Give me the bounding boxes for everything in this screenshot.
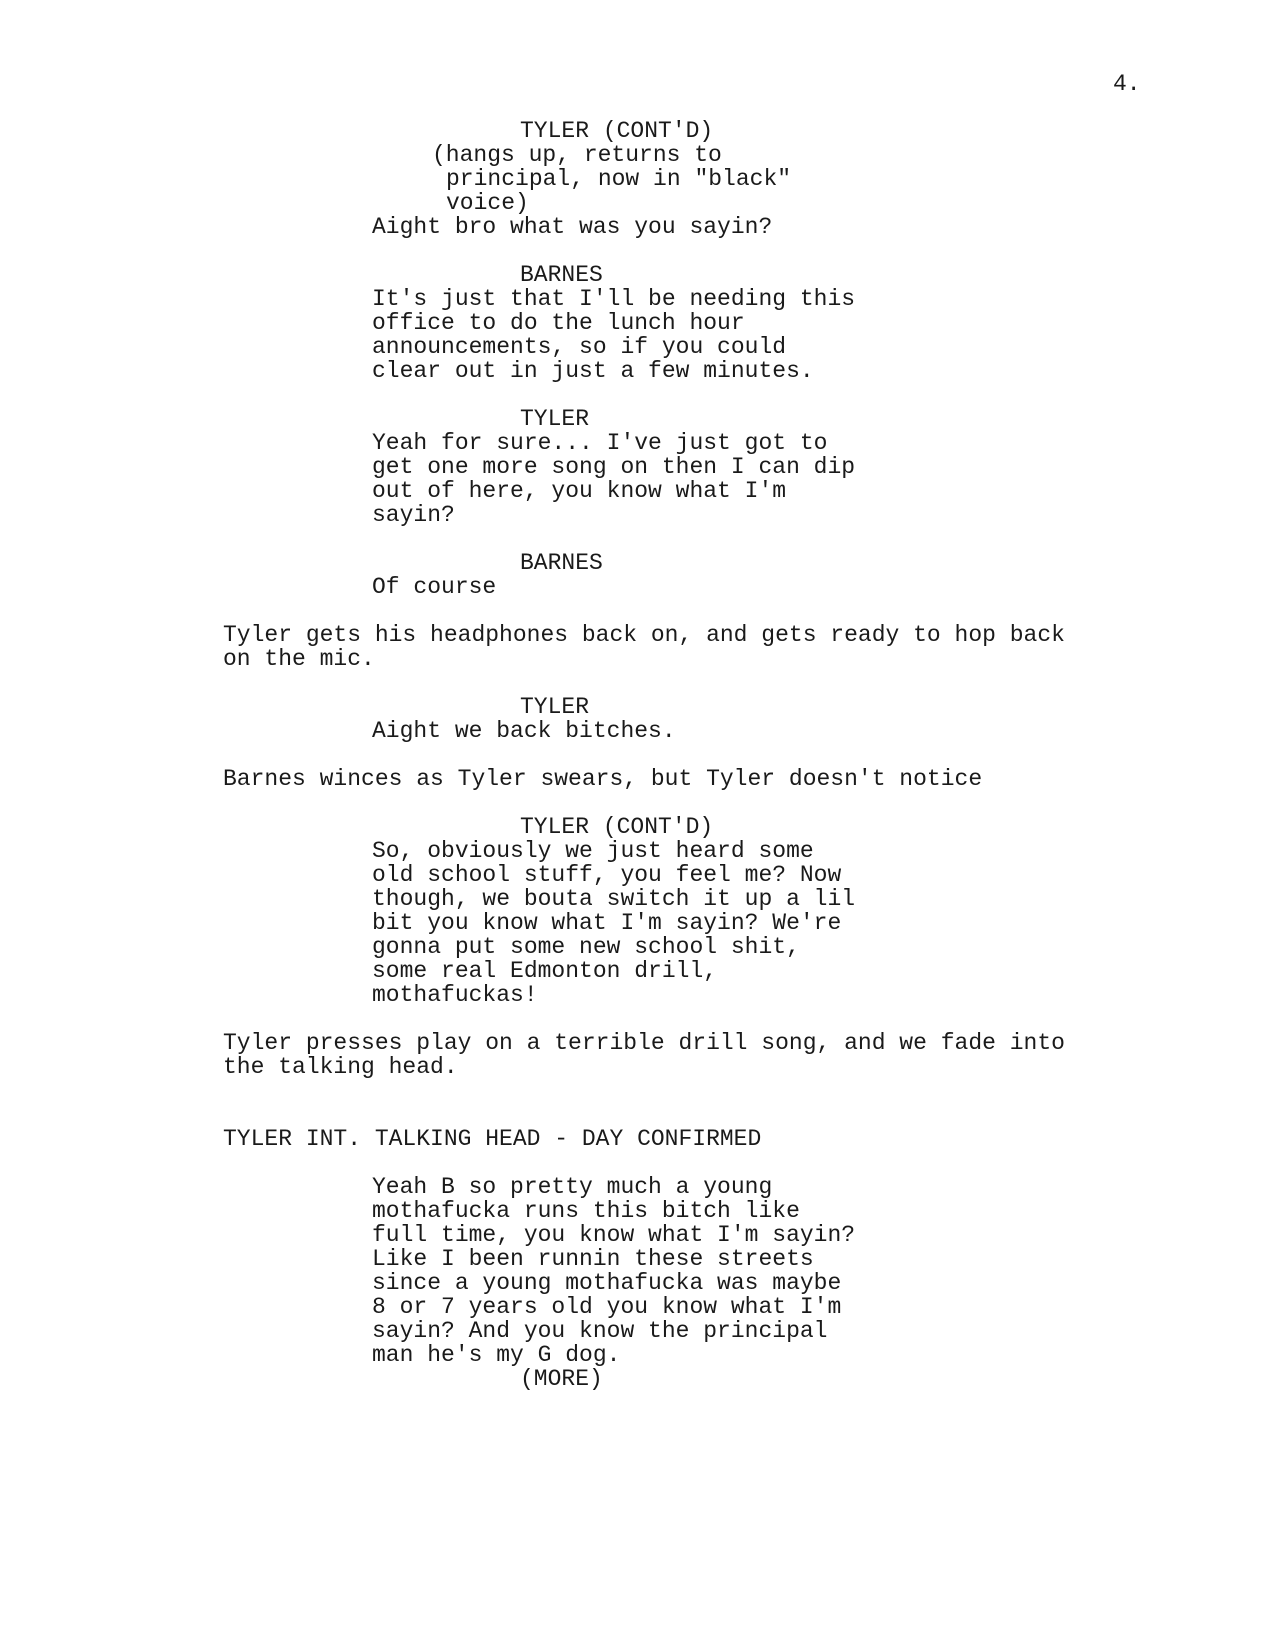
action-line: on the mic.	[223, 646, 375, 672]
character-cue: TYLER (CONT'D)	[520, 118, 714, 144]
dialogue-line: full time, you know what I'm sayin?	[372, 1222, 856, 1248]
character-cue: BARNES	[520, 262, 603, 288]
dialogue-line: bit you know what I'm sayin? We're	[372, 910, 842, 936]
dialogue-line: It's just that I'll be needing this	[372, 286, 856, 312]
dialogue-line: sayin? And you know the principal	[372, 1318, 828, 1344]
dialogue-line: some real Edmonton drill,	[372, 958, 718, 984]
dialogue-line: Yeah for sure... I've just got to	[372, 430, 828, 456]
character-cue: BARNES	[520, 550, 603, 576]
dialogue-line: So, obviously we just heard some	[372, 838, 814, 864]
dialogue-line: mothafuckas!	[372, 982, 538, 1008]
dialogue-line: Aight bro what was you sayin?	[372, 214, 773, 240]
dialogue-line: 8 or 7 years old you know what I'm	[372, 1294, 842, 1320]
dialogue-line: office to do the lunch hour	[372, 310, 745, 336]
character-cue: TYLER	[520, 406, 590, 432]
dialogue-line: since a young mothafucka was maybe	[372, 1270, 842, 1296]
dialogue-line: announcements, so if you could	[372, 334, 787, 360]
parenthetical-line: (hangs up, returns to	[432, 142, 722, 168]
dialogue-line: sayin?	[372, 502, 455, 528]
dialogue-line: mothafucka runs this bitch like	[372, 1198, 800, 1224]
page-number: 4.	[1113, 71, 1141, 97]
parenthetical-line: voice)	[446, 190, 529, 216]
dialogue-line: old school stuff, you feel me? Now	[372, 862, 842, 888]
parenthetical-line: principal, now in "black"	[446, 166, 792, 192]
action-line: Tyler gets his headphones back on, and gets ready to hop back	[223, 622, 1065, 648]
dialogue-line: get one more song on then I can dip	[372, 454, 856, 480]
action-line: the talking head.	[223, 1054, 458, 1080]
dialogue-line: clear out in just a few minutes.	[372, 358, 814, 384]
scene-heading: TYLER INT. TALKING HEAD - DAY CONFIRMED	[223, 1126, 762, 1152]
more-marker: (MORE)	[520, 1366, 603, 1392]
dialogue-line: Like I been runnin these streets	[372, 1246, 814, 1272]
dialogue-line: man he's my G dog.	[372, 1342, 621, 1368]
dialogue-line: Yeah B so pretty much a young	[372, 1174, 773, 1200]
character-cue: TYLER	[520, 694, 590, 720]
character-cue: TYLER (CONT'D)	[520, 814, 714, 840]
dialogue-line: gonna put some new school shit,	[372, 934, 800, 960]
action-line: Tyler presses play on a terrible drill song, and we fade into	[223, 1030, 1065, 1056]
dialogue-line: out of here, you know what I'm	[372, 478, 787, 504]
dialogue-line: Aight we back bitches.	[372, 718, 676, 744]
dialogue-line: Of course	[372, 574, 497, 600]
action-line: Barnes winces as Tyler swears, but Tyler doesn't notice	[223, 766, 983, 792]
dialogue-line: though, we bouta switch it up a lil	[372, 886, 856, 912]
